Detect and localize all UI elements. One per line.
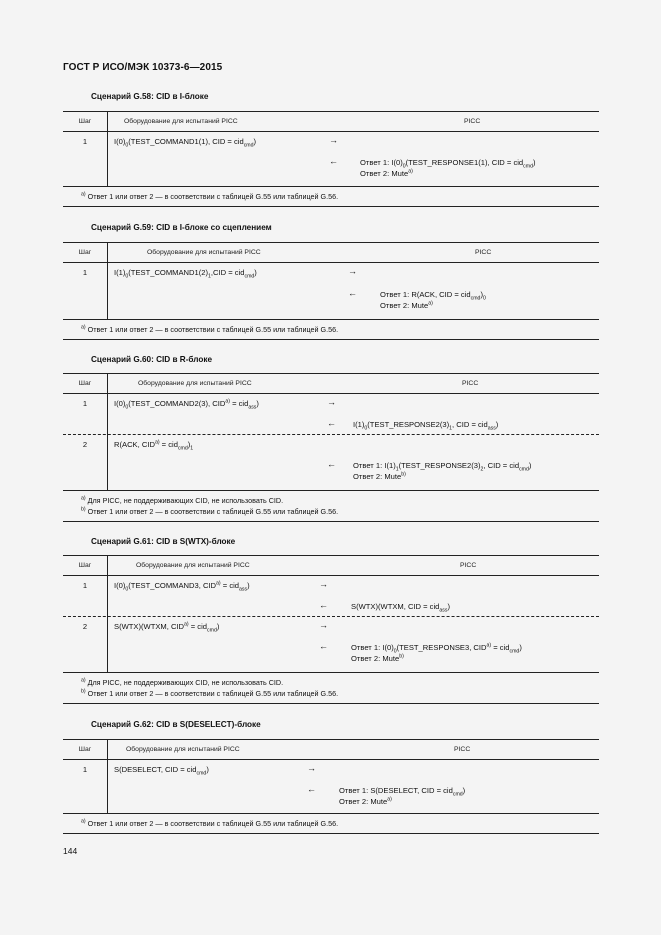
response-text: Ответ 2: Mute$^{a)}$ xyxy=(339,796,392,806)
table-header xyxy=(63,556,599,576)
table-notes xyxy=(63,186,599,206)
response-text: S(WTX)(WTXM, CID = cid$_{ass}$) xyxy=(351,602,450,614)
column-equipment: Оборудование для испытаний PICC xyxy=(124,118,238,125)
footnote: $^{a)}$ Для PICC, не поддерживающих CID, не использовать CID. xyxy=(81,677,284,687)
column-picc: PICC xyxy=(462,380,479,387)
table-notes xyxy=(63,319,599,339)
response-text: Ответ 2: Mute$^{b)}$ xyxy=(351,653,404,663)
step-number: 1 xyxy=(82,137,88,146)
column-step: Шаг xyxy=(78,118,92,125)
arrow-left-icon: ← xyxy=(319,600,328,610)
command-text: S(WTX)(WTXM, $CID^{a)} = cid_{cmd}$) xyxy=(114,621,220,634)
step-number: 1 xyxy=(82,399,88,408)
response-text: Ответ 1: $I(1)_1(TEST\_RESPONSE2(3)_2$, CID = cid$_{cmd}$) xyxy=(353,461,532,473)
scenario-table xyxy=(63,373,599,522)
response-text: Ответ 1: S(DESELECT, CID = cid$_{cmd}$) xyxy=(339,786,466,798)
step-number: 2 xyxy=(82,440,88,449)
table-notes xyxy=(63,490,599,521)
scenario-title: Сценарий G.60: CID в R-блоке xyxy=(91,355,213,364)
arrow-right-icon: → xyxy=(319,620,328,630)
scenario-g58 xyxy=(63,91,599,207)
footnote: $^{b)}$ Ответ 1 или ответ 2 — в соответствии с таблицей G.55 или таблицей G.56. xyxy=(81,688,339,698)
column-picc: PICC xyxy=(475,249,492,256)
command-text: S(DESELECT, CID = cid$_{cmd}$) xyxy=(114,765,209,777)
arrow-right-icon: → xyxy=(348,266,357,276)
response-text: Ответ 2: Mute$^{a)}$ xyxy=(360,168,413,178)
scenario-title: Сценарий G.59: CID в I-блоке со сцеплением xyxy=(91,223,272,232)
column-picc: PICC xyxy=(460,562,477,569)
scenario-table xyxy=(63,555,599,704)
arrow-right-icon: → xyxy=(319,579,328,589)
arrow-left-icon: ← xyxy=(348,288,357,298)
column-step: Шаг xyxy=(78,746,92,753)
response-text: Ответ 1: $I(0)_0(TEST\_RESPONSE1(1)$, CID = cid$_{cmd}$) xyxy=(360,158,536,170)
scenario-g60 xyxy=(63,354,599,522)
column-step: Шаг xyxy=(78,562,92,569)
column-picc: PICC xyxy=(454,746,471,753)
column-equipment: Оборудование для испытаний PICC xyxy=(126,746,240,753)
arrow-right-icon: → xyxy=(307,763,316,773)
table-header xyxy=(63,243,599,263)
footnote: $^{a)}$ Ответ 1 или ответ 2 — в соответствии с таблицей G.55 или таблицей G.56. xyxy=(81,324,339,334)
footnote: $^{a)}$ Ответ 1 или ответ 2 — в соответствии с таблицей G.55 или таблицей G.56. xyxy=(81,191,339,201)
step-separator xyxy=(63,434,599,435)
scenario-table xyxy=(63,739,599,834)
footnote: $^{a)}$ Ответ 1 или ответ 2 — в соответствии с таблицей G.55 или таблицей G.56. xyxy=(81,818,339,828)
command-text: $I(1)_0(TEST\_COMMAND1(2)_1,CID = cid_{cmd})$ xyxy=(114,268,257,280)
response-text: $I(1)_0(TEST\_RESPONSE2(3)_1$, CID = cid$_{ass}$) xyxy=(353,420,499,432)
arrow-right-icon: → xyxy=(327,397,336,407)
column-equipment: Оборудование для испытаний PICC xyxy=(138,380,252,387)
response-text: Ответ 1: $I(0)_0(TEST\_RESPONSE3$, $CID^{a)} = cid_{cmd}$) xyxy=(351,642,522,655)
footnote: $^{a)}$ Для PICC, не поддерживающих CID, не использовать CID. xyxy=(81,495,284,505)
command-text: $I(0)_0(TEST\_COMMAND1(1)$, CID = cid$_{cmd}$) xyxy=(114,137,257,149)
table-row xyxy=(63,760,599,813)
scenario-g62 xyxy=(63,719,599,834)
step-number: 1 xyxy=(82,765,88,774)
arrow-left-icon: ← xyxy=(327,459,336,469)
scenario-table xyxy=(63,111,599,207)
table-row xyxy=(63,394,599,490)
command-text: R(ACK, $CID^{a)} = cid_{cmd})_1$ xyxy=(114,439,194,452)
scenario-title: Сценарий G.62: CID в S(DESELECT)-блоке xyxy=(91,720,261,729)
arrow-left-icon: ← xyxy=(327,418,336,428)
column-picc: PICC xyxy=(464,118,481,125)
column-step: Шаг xyxy=(78,380,92,387)
table-notes xyxy=(63,672,599,703)
table-row xyxy=(63,132,599,186)
arrow-left-icon: ← xyxy=(329,156,338,166)
table-header xyxy=(63,374,599,394)
step-separator xyxy=(63,616,599,617)
footnote: $^{b)}$ Ответ 1 или ответ 2 — в соответствии с таблицей G.55 или таблицей G.56. xyxy=(81,506,339,516)
scenario-table xyxy=(63,242,599,340)
column-equipment: Оборудование для испытаний PICC xyxy=(147,249,261,256)
column-step: Шаг xyxy=(78,249,92,256)
step-number: 1 xyxy=(82,268,88,277)
table-header xyxy=(63,740,599,760)
scenario-g61 xyxy=(63,536,599,704)
response-text: Ответ 2: Mute$^{b)}$ xyxy=(353,471,406,481)
command-text: $I(0)_0(TEST\_COMMAND2(3)$, $CID^{a)} = cid_{ass}$) xyxy=(114,398,259,411)
arrow-right-icon: → xyxy=(329,135,338,145)
step-number: 1 xyxy=(82,581,88,590)
scenario-g59 xyxy=(63,222,599,340)
step-number: 2 xyxy=(82,622,88,631)
page-number: 144 xyxy=(63,846,78,856)
scenario-title: Сценарий G.61: CID в S(WTX)-блоке xyxy=(91,537,236,546)
command-text: $I(0)_0(TEST\_COMMAND3$, $CID^{a)} = cid_{ass}$) xyxy=(114,580,250,593)
response-text: Ответ 2: Mute$^{a)}$ xyxy=(380,300,433,310)
response-text: Ответ 1: R(ACK, CID = $cid_{cmd})_0$ xyxy=(380,290,486,302)
column-equipment: Оборудование для испытаний PICC xyxy=(136,562,250,569)
scenario-title: Сценарий G.58: CID в I-блоке xyxy=(91,92,209,101)
table-row xyxy=(63,263,599,319)
table-notes xyxy=(63,813,599,833)
arrow-left-icon: ← xyxy=(319,641,328,651)
arrow-left-icon: ← xyxy=(307,784,316,794)
document-header: ГОСТ Р ИСО/МЭК 10373-6—2015 xyxy=(63,62,223,73)
table-header xyxy=(63,112,599,132)
table-row xyxy=(63,576,599,672)
